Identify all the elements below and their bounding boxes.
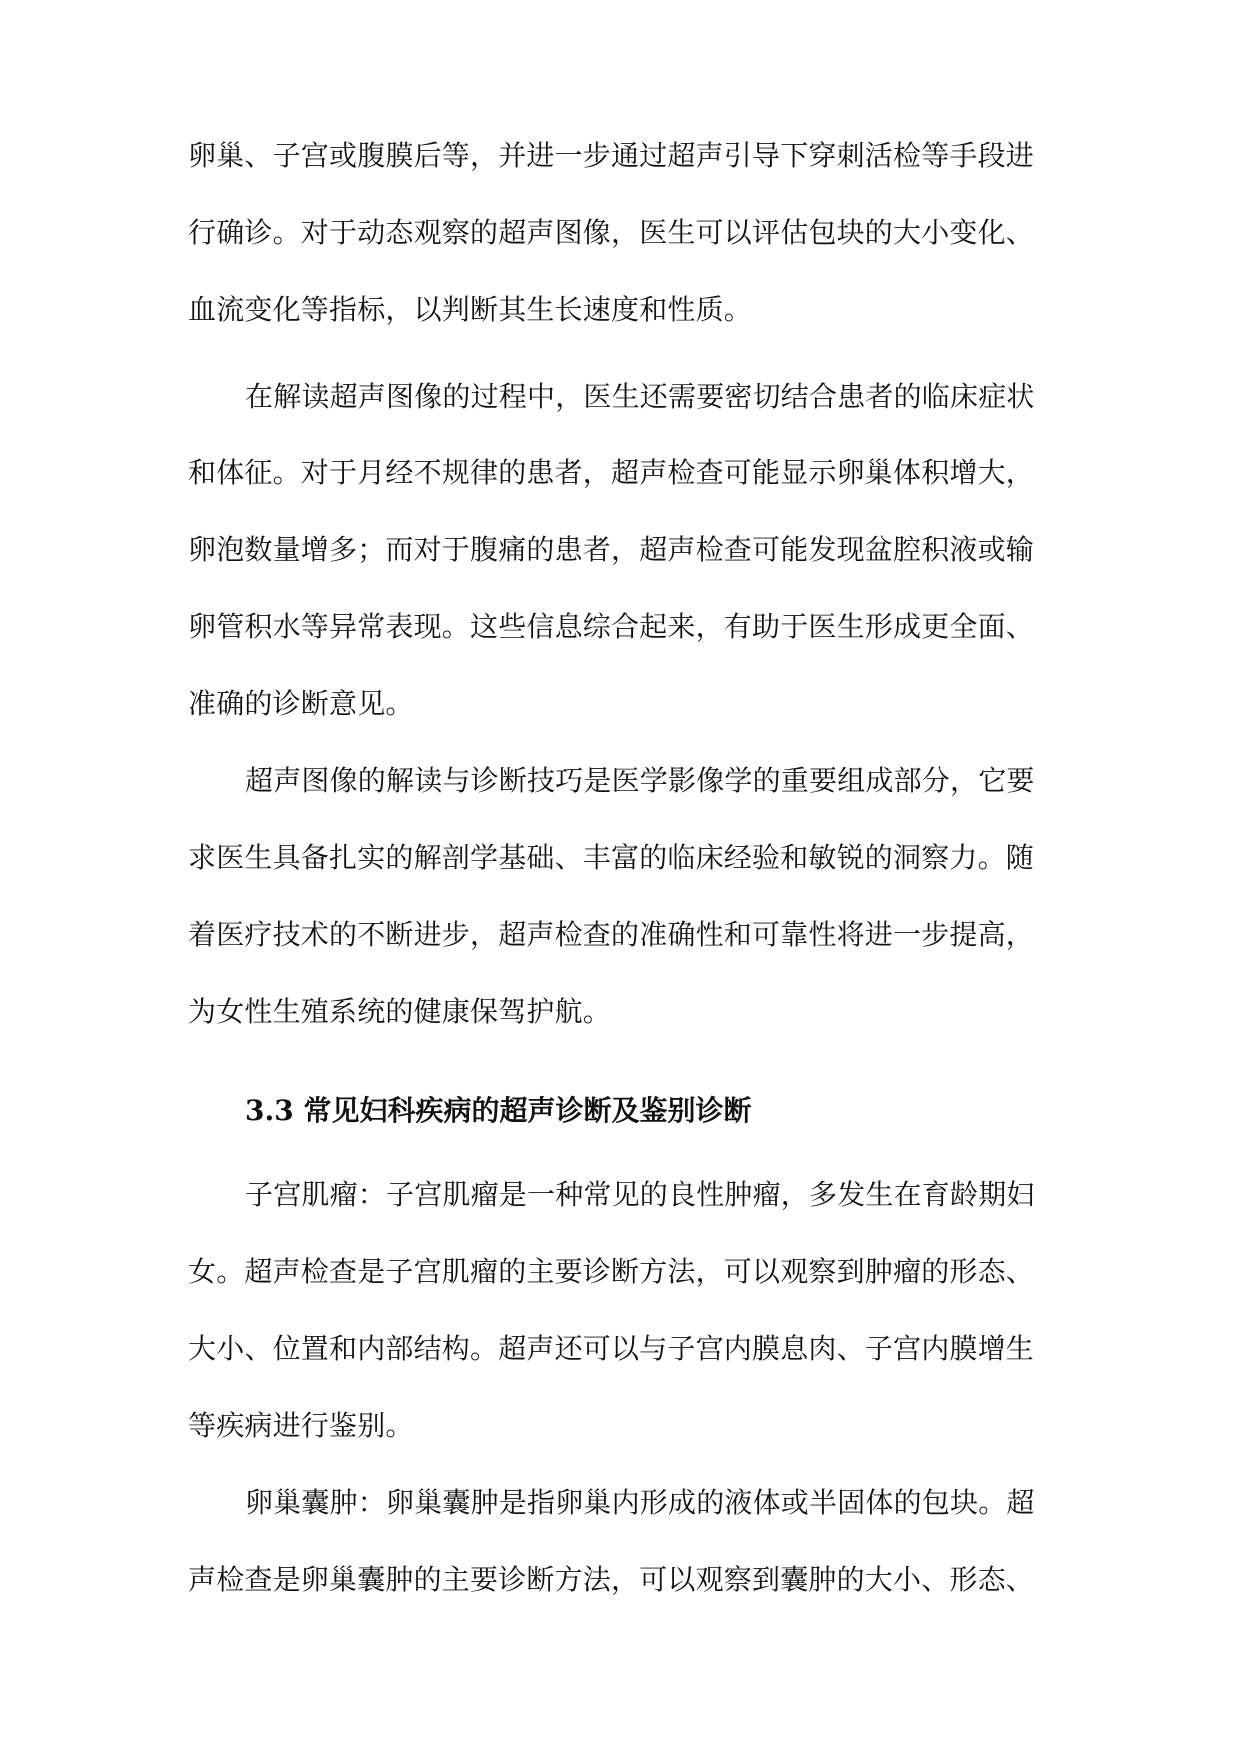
paragraph-2-line-1: 在解读超声图像的过程中，医生还需要密切结合患者的临床症状 (245, 380, 1035, 413)
paragraph-3-line-1: 超声图像的解读与诊断技巧是医学影像学的重要组成部分，它要 (245, 764, 1035, 797)
paragraph-3-line-4: 为女性生殖系统的健康保驾护航。 (188, 995, 612, 1028)
paragraph-2-line-5: 准确的诊断意见。 (188, 687, 414, 720)
section-paragraph-1-line-3: 大小、位置和内部结构。超声还可以与子宫内膜息肉、子宫内膜增生 (188, 1332, 1035, 1365)
paragraph-1-line-1: 卵巢、子宫或腹膜后等，并进一步通过超声引导下穿刺活检等手段进 (188, 139, 1035, 172)
section-paragraph-2-line-1: 卵巢囊肿：卵巢囊肿是指卵巢内形成的液体或半固体的包块。超 (245, 1486, 1035, 1519)
section-paragraph-1-line-2: 女。超声检查是子宫肌瘤的主要诊断方法，可以观察到肿瘤的形态、 (188, 1255, 1035, 1288)
paragraph-3-line-2: 求医生具备扎实的解剖学基础、丰富的临床经验和敏锐的洞察力。随 (188, 841, 1035, 874)
section-paragraph-1-line-4: 等疾病进行鉴别。 (188, 1409, 414, 1442)
paragraph-1-line-2: 行确诊。对于动态观察的超声图像，医生可以评估包块的大小变化、 (188, 216, 1035, 249)
paragraph-1-line-3: 血流变化等指标，以判断其生长速度和性质。 (188, 293, 753, 326)
section-paragraph-2-line-2: 声检查是卵巢囊肿的主要诊断方法，可以观察到囊肿的大小、形态、 (188, 1563, 1035, 1596)
paragraph-2-line-3: 卵泡数量增多；而对于腹痛的患者，超声检查可能发现盆腔积液或输 (188, 533, 1035, 566)
paragraph-3-line-3: 着医疗技术的不断进步，超声检查的准确性和可靠性将进一步提高， (188, 918, 1035, 951)
section-heading: 3.3 常见妇科疾病的超声诊断及鉴别诊断 (245, 1094, 752, 1127)
paragraph-2-line-2: 和体征。对于月经不规律的患者，超声检查可能显示卵巢体积增大， (188, 456, 1035, 489)
section-paragraph-1-line-1: 子宫肌瘤：子宫肌瘤是一种常见的良性肿瘤，多发生在育龄期妇 (245, 1178, 1035, 1211)
paragraph-2-line-4: 卵管积水等异常表现。这些信息综合起来，有助于医生形成更全面、 (188, 610, 1035, 643)
